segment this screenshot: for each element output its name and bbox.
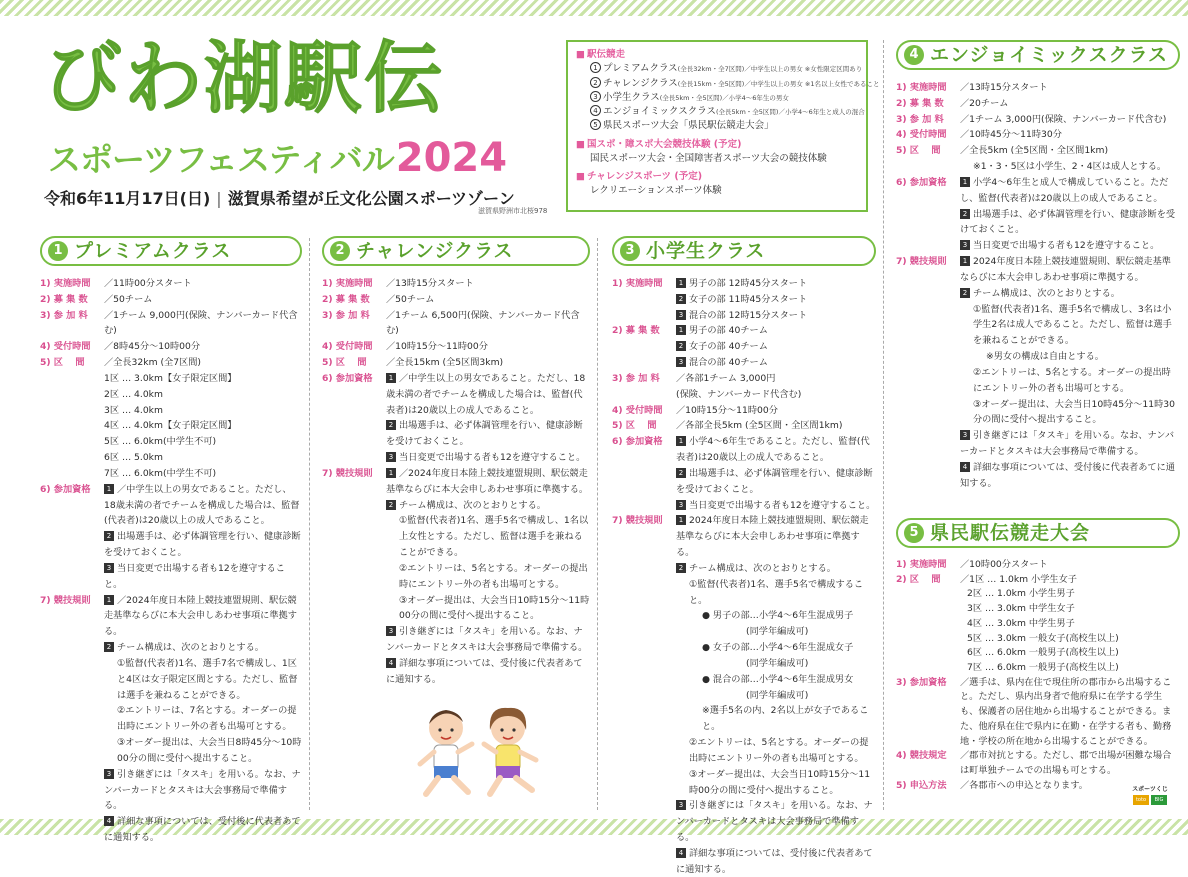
premium-section-list: [40, 371, 302, 482]
elementary-quali-3: 当日変更で出場する者も12を遵守すること。: [689, 499, 876, 511]
premium-reception: ／8時45分～10時00分: [104, 341, 201, 353]
toto-logo: toto: [1133, 795, 1149, 805]
subtitle: [48, 135, 508, 181]
enjoy-rule-4: 詳細な事項については、受付後に代表者あてに通知する。: [960, 461, 1175, 489]
column-divider: [309, 238, 310, 810]
enjoy-time: ／13時15分スタート: [960, 82, 1048, 93]
venue-address: 滋賀県野洲市北桜978: [478, 207, 548, 215]
elementary-girls: ● 女子の部…小学4～6年生混成女子: [702, 642, 854, 654]
overview-class: 3 小学生クラス(全長5km・全5区間)／小学4～6年生の男女: [576, 91, 858, 105]
premium-rule-2c: ③オーダー提出は、大会当日8時45分～10時00分の間に受付へ提出すること。: [117, 737, 302, 764]
elementary-section: ／各部全長5km (全5区間・全区間1km): [676, 420, 843, 432]
challenge-quali-3: 当日変更で出場する者も12を遵守すること。: [399, 452, 586, 464]
list-item: 1区 … 3.0km【女子限定区間】: [104, 372, 237, 384]
enjoy-rule-2a: ①監督(代表者)1名、選手5名で構成し、3名は小学生2名は成人であること。ただし、監督は選手を兼ねることができる。: [973, 303, 1172, 347]
premium-fee: ／1チーム 9,000円(保険、ナンバーカード代含む): [104, 309, 298, 337]
challenge-rule-3: 引き継ぎには「タスキ」を用いる。なお、ナンバーカードとタスキは大会事務局で準備する。: [386, 626, 588, 654]
premium-header: 1 プレミアムクラス: [40, 236, 302, 266]
elementary-quali-1: 小学4～6年生であること。ただし、監督(代表者)は20歳以上の成人であること。: [676, 436, 870, 464]
enjoy-rule-2c: ③オーダー提出は、大会当日10時45分～11時30分の間に受付へ提出すること。: [973, 398, 1175, 426]
overview-ekiden-head: ■ 駅伝競走: [576, 48, 858, 62]
enjoy-rule-2b: ②エントリーは、5名とする。オーダーの提出時にエントリー外の者も出場可とする。: [973, 366, 1171, 394]
kenmin-header: 5 県民駅伝競走大会: [896, 518, 1180, 548]
challenge-quali-1: ／中学生以上の男女であること。ただし、18歳未満の者でチームを構成した場合は、監督(代表者)は20歳以上の成人であること。: [386, 372, 586, 416]
premium-rule-3: 引き継ぎには「タスキ」を用いる。なお、ナンバーカードとタスキは大会事務局で準備する。: [104, 768, 301, 812]
overview-class: 2 チャレンジクラス(全長15km・全5区間)／中学生以上の男女 ※1名以上女性であること: [576, 77, 858, 91]
list-item: 5区 … 3.0km 一般女子(高校生以上): [967, 632, 1119, 644]
premium-quali-1: ／中学生以上の男女であること。ただし、18歳未満の者でチームを構成した場合は、監督(代表者)は20歳以上の成人であること。: [104, 483, 300, 527]
list-item: 3区 … 3.0km 中学生女子: [967, 603, 1075, 615]
list-item: 2区 … 1.0km 小学生男子: [967, 588, 1075, 600]
sports-lottery-logo: スポーツくじ: [1132, 786, 1168, 793]
list-item: 7区 … 6.0km 一般男子(高校生以上): [967, 662, 1119, 674]
overview-challenge-head: ■ チャレンジスポーツ (予定): [576, 170, 858, 184]
elementary-rule-4: 詳細な事項については、受付後に代表者あてに通知する。: [676, 847, 873, 875]
elementary-rule-2c: ③オーダー提出は、大会当日10時15分～11時00分の間に受付へ提出すること。: [689, 768, 871, 796]
kenmin-section-list: [960, 573, 1180, 676]
challenge-header: 2 チャレンジクラス: [322, 236, 590, 266]
enjoy-fee: ／1チーム 3,000円(保険、ナンバーカード代含む): [960, 113, 1167, 125]
kenmin-time: ／10時00分スタート: [960, 559, 1048, 570]
overview-kokuspo-head: ■ 国スポ・障スポ大会競技体験 (予定): [576, 138, 858, 152]
enjoy-rule-2a-note: ※男女の構成は自由とする。: [986, 351, 1104, 363]
elementary-fee: ／各部1チーム 3,000円: [676, 372, 776, 384]
enjoy-quali-1: 小学4～6年生と成人で構成していること。ただし、監督(代表者)は20歳以上の成人であること。: [960, 176, 1169, 204]
subtitle-year: 2024: [395, 135, 508, 181]
enjoy-header: 4 エンジョイミックスクラス: [896, 40, 1180, 70]
elementary-teams-boys: 男子の部 40チーム: [689, 325, 768, 337]
subtitle-text: スポーツフェスティバル: [48, 140, 394, 179]
challenge-rule-2c: ③オーダー提出は、大会当日10時15分～11時00分の間に受付へ提出すること。: [399, 594, 590, 622]
kenmin-section: 5 県民駅伝競走大会 1) 実施時間 ／10時00分スタート 2) 区 間 ／1区 … 1.0km 小学生女子 2区 … 1.0km 小学生男子 3区 … 3.0km 中学生女子 4区 … 3.0km 中学生男子 5区 … 3.0km 一般女子(高校生以上) 6区 … 6.0km 一般男子(高校生以上) 7区 … 6.0km 一般男子(高校生以上) 3) 参加資格 ／選手は、県内在住で現住所の郡市から出場すること。ただし、県内出身者で他府県に在学する学生も、保護者の居住地から出場することができる。また、他府県在住で県内に在勤・在学する者も、勤務地・学校の所在地から出場することができる。 4) 競技規定 ／郡市対抗とする。ただし、郡で出場が困難な場合は町単独チームでの出場も可とする。 5) 申込方法 ／各郡市への申込となります。: [896, 518, 1180, 794]
kenmin-apply: ／各郡市への申込となります。: [960, 779, 1088, 791]
elementary-mixed-note: ※選手5名の内、2名以上が女子であること。: [702, 705, 869, 733]
overview-class: 1 プレミアムクラス(全長32km・全7区間)／中学生以上の男女 ※女性限定区間あり: [576, 62, 858, 76]
elementary-rule-2: チーム構成は、次のとおりとする。: [689, 562, 836, 574]
overview-kokuspo-text: 国民スポーツ大会・全国障害者スポーツ大会の競技体験: [590, 152, 827, 164]
premium-quali-2: 出場選手は、必ず体調管理を行い、健康診断を受けておくこと。: [104, 531, 301, 559]
overview-class: 5 県民スポーツ大会「県民駅伝競走大会」: [576, 119, 858, 133]
list-item: 5区 … 6.0km(中学生不可): [104, 436, 217, 448]
premium-section-total: ／全長32km (全7区間): [104, 357, 202, 369]
elementary-rule-2b: ②エントリーは、5名とする。オーダーの提出時にエントリー外の者も出場可とする。: [689, 737, 869, 764]
elementary-rule-3: 引き継ぎには「タスキ」を用いる。なお、ナンバーカードとタスキは大会事務局で準備する。: [676, 800, 873, 843]
enjoy-rule-2: チーム構成は、次のとおりとする。: [973, 287, 1120, 299]
elementary-teams-mixed: 混合の部 40チーム: [689, 357, 768, 369]
elementary-header: 3 小学生クラス: [612, 236, 876, 266]
premium-time: ／11時00分スタート: [104, 278, 192, 289]
overview-class: 4 エンジョイミックスクラス(全長5km・全5区間)／小学4～6年生と成人の混合: [576, 105, 858, 119]
top-stripe: [0, 0, 1188, 16]
list-item: 6区 … 5.0km: [104, 452, 163, 464]
running-kids-illustration: [404, 700, 552, 800]
kenmin-quali: ／選手は、県内在住で現住所の郡市から出場すること。ただし、県内出身者で他府県に在学する学生も、保護者の居住地から出場することができる。また、他府県在住で県内に在勤・在学する者も、勤務地・学校の所在地から出場することができる。: [960, 676, 1172, 747]
enjoy-section: ／全長5km (全5区間・全区間1km): [960, 145, 1109, 157]
elementary-time-boys: 男子の部 12時45分スタート: [689, 278, 808, 289]
elementary-boys: ● 男子の部…小学4～6年生混成男子: [702, 610, 854, 622]
event-venue: 滋賀県希望が丘文化公園スポーツゾーン: [227, 189, 515, 208]
enjoy-section: 4 エンジョイミックスクラス 1) 実施時間 ／13時15分スタート 2) 募 集 数 ／20チーム 3) 参 加 料 ／1チーム 3,000円(保険、ナンバーカード代含む) 4) 受付時間 ／10時45分～11時30分 5) 区 間 ／全長5km (全5区間・全区間1km) ※1・3・5区は小学生、2・4区は成人とする。 6) 参加資格 1 小学4～6年生と成人で構成していること。ただし、監督(代表者)は20歳以上の成人であること。 2 出場選手は、必ず体調管理を行い、健康診断を受けておくこと。 3 当日変更で出場する者も12を遵守すること。 7) 競技規則 1 2024年度日本陸上競技連盟規則、駅伝競走基準ならびに本大会申しあわせ事項に準拠する。 2 チーム構成は、次のとおりとする。 ①監督(代表者)1名、選手5名で構成し、3名は小学生2名は成人であること。ただし、監督は選手を兼ねることができる。 ※男女の構成は自由とする。 ②エントリーは、5名とする。オーダーの提出時にエントリー外の者も出場可とする。 ③オーダー提出は、大会当日10時45分～11時30分の間に受付へ提出すること。 3 引き継ぎには「タスキ」を用いる。なお、ナンバーカードとタスキは大会事務局で準備する。 4 詳細な事項については、受付後に代表者あてに通知する。: [896, 40, 1180, 492]
elementary-quali-2: 出場選手は、必ず体調管理を行い、健康診断を受けておくこと。: [676, 467, 873, 495]
challenge-rule-4: 詳細な事項については、受付後に代表者あてに通知する。: [386, 657, 583, 685]
challenge-quali-2: 出場選手は、必ず体調管理を行い、健康診断を受けておくこと。: [386, 420, 583, 448]
event-date-venue: [44, 186, 515, 209]
challenge-reception: ／10時15分～11時00分: [386, 341, 488, 353]
column-divider: [883, 40, 884, 810]
enjoy-rule-1: 2024年度日本陸上競技連盟規則、駅伝競走基準ならびに本大会申しあわせ事項に準拠する。: [960, 256, 1171, 283]
enjoy-reception: ／10時45分～11時30分: [960, 129, 1062, 141]
list-item: 7区 … 6.0km(中学生不可): [104, 467, 217, 479]
event-date: 令和6年11月17日(日): [44, 189, 211, 208]
elementary-reception: ／10時15分～11時00分: [676, 404, 778, 416]
elementary-section: 3 小学生クラス 1) 実施時間 1 男子の部 12時45分スタート 2 女子の部 11時45分スタート 3 混合の部 12時15分スタート 2) 募 集 数 1 男子の部 40チーム 2 女子の部 40チーム 3 混合の部 40チーム 3) 参 加 料 ／各部1チーム 3,000円 (保険、ナンバーカード代含む) 4) 受付時間 ／10時15分～11時00分 5) 区 間 ／各部全長5km (全5区間・全区間1km) 6) 参加資格 1 小学4～6年生であること。ただし、監督(代表者)は20歳以上の成人であること。 2 出場選手は、必ず体調管理を行い、健康診断を受けておくこと。 3 当日変更で出場する者も12を遵守すること。 7) 競技規則 1 2024年度日本陸上競技連盟規則、駅伝競走基準ならびに本大会申しあわせ事項に準拠する。 2 チーム構成は、次のとおりとする。 ①監督(代表者)1名、選手5名で構成すること。 ● 男子の部…小学4～6年生混成男子 (同学年編成可) ● 女子の部…小学4～6年生混成女子 (同学年編成可) ● 混合の部…小学4～6年生混成男女 (同学年編成可) ※選手5名の内、2名以上が女子であること。 ②エントリーは、5名とする。オーダーの提出時にエントリー外の者も出場可とする。 ③オーダー提出は、大会当日10時15分～11時00分の間に受付へ提出すること。 3 引き継ぎには「タスキ」を用いる。なお、ナンバーカードとタスキは大会事務局で準備する。 4 詳細な事項については、受付後に代表者あてに通知する。: [612, 236, 876, 877]
challenge-rule-2b: ②エントリーは、5名とする。オーダーの提出時にエントリー外の者も出場可とする。: [399, 562, 588, 590]
challenge-section-total: ／全長15km (全5区間3km): [386, 357, 504, 369]
challenge-rule-2a: ①監督(代表者)1名、選手5名で構成し、1名以上女性とする。ただし、監督は選手を兼ねることができる。: [399, 515, 589, 559]
main-title: びわ湖駅伝: [44, 34, 445, 124]
elementary-fee-note: (保険、ナンバーカード代含む): [676, 388, 802, 400]
big-logo: BIG: [1151, 795, 1167, 805]
list-item: 4区 … 4.0km【女子限定区間】: [104, 420, 237, 432]
challenge-teams: ／50チーム: [386, 293, 435, 305]
sponsor-logos: [1122, 784, 1178, 814]
elementary-time-girls: 女子の部 11時45分スタート: [689, 293, 808, 305]
enjoy-quali-2: 出場選手は、必ず体調管理を行い、健康診断を受けておくこと。: [960, 208, 1176, 236]
challenge-fee: ／1チーム 6,500円(保険、ナンバーカード代含む): [386, 309, 580, 337]
list-item: ／1区 … 1.0km 小学生女子: [960, 573, 1077, 585]
overview-challenge-text: レクリエーションスポーツ体験: [590, 185, 722, 197]
challenge-time: ／13時15分スタート: [386, 278, 474, 289]
list-item: 6区 … 6.0km 一般男子(高校生以上): [967, 647, 1119, 659]
premium-quali-3: 当日変更で出場する者も12を遵守すること。: [104, 562, 285, 590]
premium-teams: ／50チーム: [104, 293, 153, 305]
enjoy-teams: ／20チーム: [960, 97, 1009, 109]
enjoy-quali-3: 当日変更で出場する者も12を遵守すること。: [973, 240, 1160, 252]
premium-rule-1: ／2024年度日本陸上競技連盟規則、駅伝競走基準ならびに本大会申しあわせ事項に準拠する。: [104, 594, 297, 638]
premium-rule-2b: ②エントリーは、7名とする。オーダーの提出時にエントリー外の者も出場可とする。: [117, 705, 297, 733]
premium-rule-4: 詳細な事項については、受付後に代表者あてに通知する。: [104, 816, 301, 843]
list-item: 2区 … 4.0km: [104, 388, 163, 400]
challenge-rule-2: チーム構成は、次のとおりとする。: [399, 499, 546, 511]
elementary-mixed: ● 混合の部…小学4～6年生混成男女: [702, 673, 854, 685]
elementary-rule-2a: ①監督(代表者)1名、選手5名で構成すること。: [689, 578, 864, 606]
kenmin-rules: ／郡市対抗とする。ただし、郡で出場が困難な場合は町単独チームでの出場も可とする。: [960, 750, 1172, 777]
elementary-rule-1: 2024年度日本陸上競技連盟規則、駅伝競走基準ならびに本大会申しあわせ事項に準拠する。: [676, 515, 869, 559]
list-item: 3区 … 4.0km: [104, 404, 163, 416]
elementary-time-mixed: 混合の部 12時15分スタート: [689, 309, 808, 321]
elementary-teams-girls: 女子の部 40チーム: [689, 341, 768, 353]
challenge-section: 2 チャレンジクラス 1) 実施時間 ／13時15分スタート 2) 募 集 数 ／50チーム 3) 参 加 料 ／1チーム 6,500円(保険、ナンバーカード代含む) 4) 受付時間 ／10時15分～11時00分 5) 区 間 ／全長15km (全5区間3km) 6) 参加資格 1 ／中学生以上の男女であること。ただし、18歳未満の者でチームを構成した場合は、監督(代表者)は20歳以上の成人であること。 2 出場選手は、必ず体調管理を行い、健康診断を受けておくこと。 3 当日変更で出場する者も12を遵守すること。 7) 競技規則 1 ／2024年度日本陸上競技連盟規則、駅伝競走基準ならびに本大会申しあわせ事項に準拠する。 2 チーム構成は、次のとおりとする。 ①監督(代表者)1名、選手5名で構成し、1名以上女性とする。ただし、監督は選手を兼ねることができる。 ②エントリーは、5名とする。オーダーの提出時にエントリー外の者も出場可とする。 ③オーダー提出は、大会当日10時15分～11時00分の間に受付へ提出すること。 3 引き継ぎには「タスキ」を用いる。なお、ナンバーカードとタスキは大会事務局で準備する。 4 詳細な事項については、受付後に代表者あてに通知する。: [322, 236, 590, 688]
premium-rule-2: チーム構成は、次のとおりとする。: [117, 642, 264, 654]
separator: |: [216, 189, 222, 208]
overview-box: [566, 40, 880, 212]
list-item: 4区 … 3.0km 中学生男子: [967, 617, 1075, 629]
challenge-rule-1: ／2024年度日本陸上競技連盟規則、駅伝競走基準ならびに本大会申しあわせ事項に準拠する。: [386, 467, 589, 495]
enjoy-section-note: ※1・3・5区は小学生、2・4区は成人とする。: [973, 161, 1167, 173]
premium-rule-2a: ①監督(代表者)1名、選手7名で構成し、1区と4区は女子限定区間とする。ただし、監督は選手を兼ねることができる。: [117, 657, 298, 701]
enjoy-rule-3: 引き継ぎには「タスキ」を用いる。なお、ナンバーカードとタスキは大会事務局で準備する。: [960, 430, 1175, 458]
premium-section: 1 プレミアムクラス 1) 実施時間 ／11時00分スタート 2) 募 集 数 ／50チーム 3) 参 加 料 ／1チーム 9,000円(保険、ナンバーカード代含む) 4) 受付時間 ／8時45分～10時00分 5) 区 間 ／全長32km (全7区間) 1区 … 3.0km【女子限定区間】 2区 … 4.0km 3区 … 4.0km 4区 … 4.0km【女子限定区間】 5区 … 6.0km(中学生不可) 6区 … 5.0km 7区 … 6.0km(中学生不可) 6) 参加資格 1 ／中学生以上の男女であること。ただし、18歳未満の者でチームを構成した場合は、監督(代表者)は20歳以上の成人であること。 2 出場選手は、必ず体調管理を行い、健康診断を受けておくこと。 3 当日変更で出場する者も12を遵守すること。 7) 競技規則 1 ／2024年度日本陸上競技連盟規則、駅伝競走基準ならびに本大会申しあわせ事項に準拠する。 2 チーム構成は、次のとおりとする。 ①監督(代表者)1名、選手7名で構成し、1区と4区は女子限定区間とする。ただし、監督は選手を兼ねることができる。 ②エントリーは、7名とする。オーダーの提出時にエントリー外の者も出場可とする。 ③オーダー提出は、大会当日8時45分～10時00分の間に受付へ提出すること。 3 引き継ぎには「タスキ」を用いる。なお、ナンバーカードとタスキは大会事務局で準備する。 4 詳細な事項については、受付後に代表者あてに通知する。: [40, 236, 302, 846]
column-divider: [597, 238, 598, 810]
